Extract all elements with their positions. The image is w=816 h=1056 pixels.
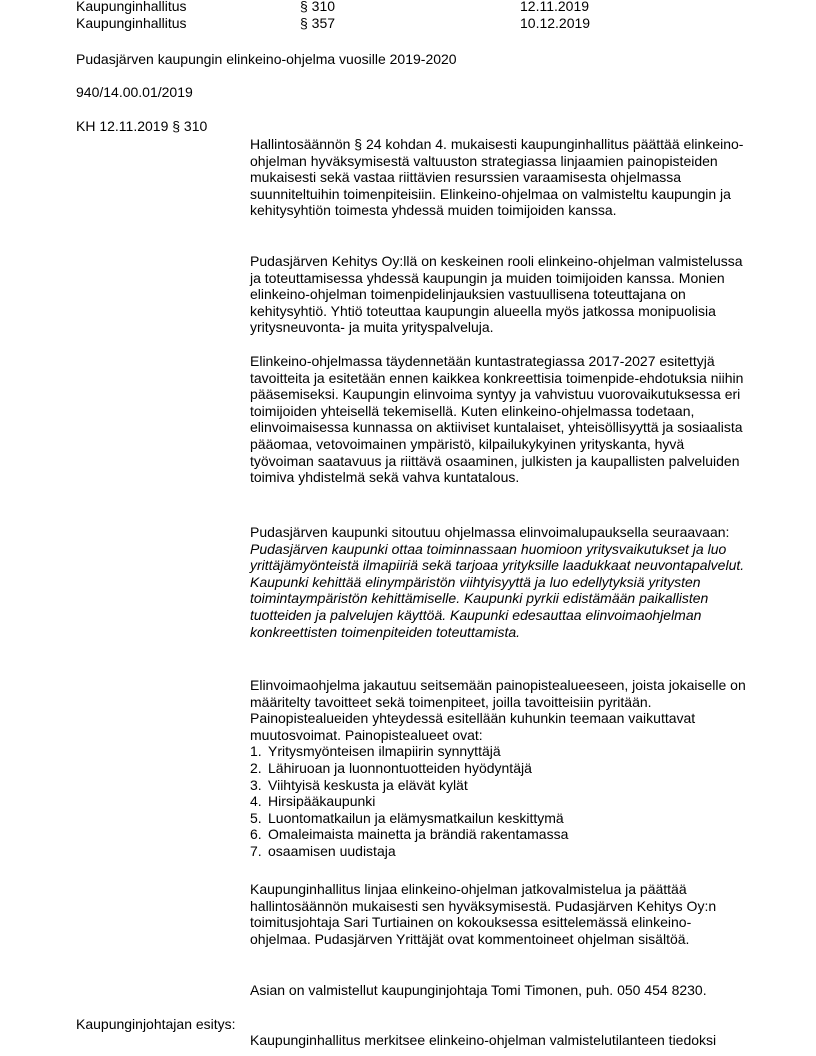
paragraph-5-intro: Elinvoimaohjelma jakautuu seitsemään painopistealueeseen, joista jokaiselle on määritelty tavoitteet sekä toimenpiteet, joilla tavoitteisiin pyritään. Painopistealueiden yhteydessä esitellään kuhunkin teemaan vaikuttavat muutosvoimat. Painopistealueet ovat: (250, 677, 746, 743)
paragraph-2-text: Pudasjärven Kehitys Oy:llä on keskeinen rooli elinkeino-ohjelman valmistelussa ja toteuttamisessa yhdessä kaupungin ja muiden toimijoiden kanssa. Monien elinkeino-ohjelman toimenpidelinjauksien vastuullisena toteuttajana on kehitysyhtiö. Yhtiö toteuttaa kaupungin alueella myös jatkossa monipuolisia yritysneuvonta- ja muita yrityspalveluja. (250, 253, 743, 336)
minutes-ref-1-section: § 310 (300, 0, 336, 14)
list-item: 7. osaamisen uudistaja (250, 842, 396, 859)
paragraph-5 (250, 677, 750, 860)
minutes-ref-1-body: Kaupunginhallitus (76, 0, 187, 14)
proposal-text: Kaupunginhallitus merkitsee elinkeino-ohjelman valmistelutilanteen tiedoksi (250, 1032, 717, 1048)
list-item: 3. Viihtyisä keskusta ja elävät kylät (250, 776, 468, 793)
focus-area-list (250, 743, 750, 859)
record-number: 940/14.00.01/2019 (76, 84, 193, 100)
proposal-paragraph (250, 1032, 750, 1049)
proposal-label: Kaupunginjohtajan esitys: (76, 1016, 236, 1032)
paragraph-4 (250, 524, 750, 640)
minutes-ref-2-body: Kaupunginhallitus (76, 15, 187, 31)
list-item: 4. Hirsipääkaupunki (250, 793, 376, 810)
list-item: 5. Luontomatkailun ja elämysmatkailun keskittymä (250, 809, 564, 826)
minutes-ref-1-date: 12.11.2019 (520, 0, 590, 14)
paragraph-6-text: Kaupunginhallitus linjaa elinkeino-ohjelman jatkovalmistelua ja päättää hallintosäännön mukaisesti sen hyväksymisestä. Pudasjärven Kehitys Oy:n toimitusjohtaja Sari Turtiainen on kokouksessa esittelemässä elinkeino-ohjelmaa. Pudasjärven Yrittäjät ovat kommentoineet ohjelman sisältöä. (250, 881, 717, 947)
document-title: Pudasjärven kaupungin elinkeino-ohjelma vuosille 2019-2020 (76, 51, 457, 67)
minutes-ref-2-date: 10.12.2019 (520, 15, 591, 31)
minutes-ref-2-section: § 357 (300, 15, 336, 31)
meeting-label: KH 12.11.2019 § 310 (76, 118, 208, 134)
paragraph-1-text: Hallintosäännön § 24 kohdan 4. mukaisesti kaupunginhallitus päättää elinkeino-ohjelman hyväksymisestä valtuuston strategiassa linjaamien painopisteiden mukaisesti sekä vastaa riittävien resurssien varaamisesta ohjelmassa suunniteltuihin toimenpiteisiin. Elinkeino-ohjelmaa on valmisteltu kaupungin ja kehitysyhtiön toimesta yhdessä muiden toimijoiden kanssa. (250, 136, 744, 219)
list-item: 2. Lähiruoan ja luonnontuotteiden hyödyntäjä (250, 759, 532, 776)
paragraph-7-text: Asian on valmistellut kaupunginjohtaja Tomi Timonen, puh. 050 454 8230. (250, 982, 707, 998)
list-item: 6. Omaleimaista mainetta ja brändiä rakentamassa (250, 826, 569, 843)
list-item: 1. Yritysmyönteisen ilmapiirin synnyttäjä (250, 743, 501, 760)
paragraph-3-text: Elinkeino-ohjelmassa täydennetään kuntastrategiassa 2017-2027 esitettyjä tavoitteita ja esitetään ennen kaikkea konkreettisia toimenpide-ehdotuksia niihin pääsemiseksi. Kaupungin elinvoima syntyy ja vahvistuu vuorovaikutuksessa eri toimijoiden yhteisellä tekemisellä. Kuten elinkeino-ohjelmassa todetaan, elinvoimaisessa kunnassa on aktiiviset kuntalaiset, yhteisöllisyyttä ja sosiaalista pääomaa, vetovoimainen ympäristö, kilpailukykyinen yrityskanta, hyvä työvoiman saatavuus ja riittävä osaaminen, julkisten ja kaupallisten palveluiden toimiva yhdistelmä sekä vahva kuntatalous. (250, 353, 744, 486)
paragraph-2 (250, 253, 750, 336)
paragraph-3 (250, 353, 750, 486)
paragraph-7 (250, 982, 750, 999)
paragraph-4-intro: Pudasjärven kaupunki sitoutuu ohjelmassa elinvoimalupauksella seuraavaan: (250, 524, 730, 540)
paragraph-1 (250, 136, 750, 219)
paragraph-4-promise: Pudasjärven kaupunki ottaa toiminnassaan huomioon yritysvaikutukset ja luo yrittäjämyönteistä ilmapiiriä sekä tarjoaa yrityksille laadukkaat neuvontapalvelut. Kaupunki kehittää elinympäristön viihtyisyyttä ja luo edellytyksiä yritysten toimintaympäristön kehittämiselle. Kaupunki pyrkii edistämään paikallisten tuotteiden ja palvelujen käyttöä. Kaupunki edesauttaa elinvoimaohjelman konkreettisten toimenpiteiden toteuttamista. (250, 540, 745, 640)
paragraph-6 (250, 881, 750, 947)
